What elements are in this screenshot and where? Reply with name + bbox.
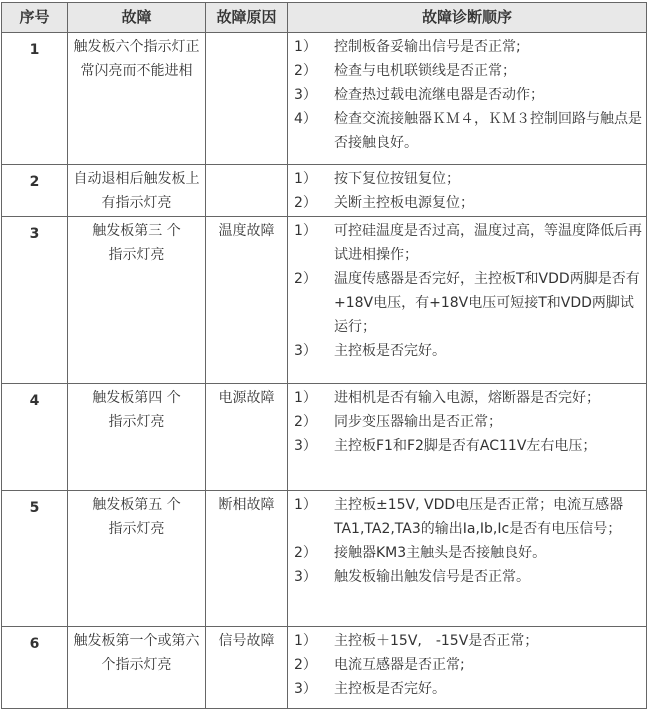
step-number: 3） — [294, 87, 317, 103]
row-fault: 触发板第一个或第六个指示灯亮 — [68, 627, 206, 709]
step-text: 接触器KM3主触头是否接触良好。 — [334, 545, 547, 561]
step-text: 可控硅温度是否过高，温度过高，等温度降低后再试进相操作； — [334, 223, 642, 263]
header-steps: 故障诊断顺序 — [288, 3, 647, 33]
row-steps — [288, 165, 647, 217]
step-item — [292, 629, 642, 653]
step-number: 1） — [294, 390, 317, 406]
step-text: 控制板备妥输出信号是否正常; — [334, 39, 521, 55]
row-fault: 触发板六个指示灯正常闪亮而不能进相 — [68, 33, 206, 165]
table-row — [2, 33, 647, 165]
step-item — [292, 565, 642, 589]
step-number: 3） — [294, 343, 317, 359]
step-text: 电流互感器是否正常; — [334, 657, 465, 673]
row-seq: 5 — [2, 491, 68, 627]
step-item — [292, 653, 642, 677]
step-number: 1） — [294, 497, 317, 513]
step-item — [292, 35, 642, 59]
row-seq: 2 — [2, 165, 68, 217]
step-text: 检查热过载电流继电器是否动作； — [334, 87, 544, 103]
header-cause: 故障原因 — [206, 3, 288, 33]
step-item — [292, 677, 642, 701]
step-number: 2） — [294, 657, 317, 673]
step-item — [292, 107, 642, 155]
row-cause: 温度故障 — [206, 217, 288, 384]
header-seq: 序号 — [2, 3, 68, 33]
step-item — [292, 339, 642, 363]
step-item — [292, 267, 642, 339]
table-header-row — [2, 3, 647, 33]
step-text: 触发板输出触发信号是否正常。 — [334, 569, 530, 585]
step-number: 3） — [294, 681, 317, 697]
table-row — [2, 384, 647, 491]
row-steps — [288, 491, 647, 627]
step-text: 按下复位按钮复位； — [334, 171, 460, 187]
table-row — [2, 217, 647, 384]
step-number: 1） — [294, 633, 317, 649]
step-text: 检查交流接触器ＫＭ４，ＫＭ３控制回路与触点是否接触良好。 — [334, 111, 642, 151]
step-item — [292, 59, 642, 83]
table-row — [2, 165, 647, 217]
step-text: 主控板＋15V, -15V是否正常； — [334, 633, 539, 649]
step-text: 主控板±15V, VDD电压是否正常；电流互感器TA1,TA2,TA3的输出Ia,Ib,Ic是否有电压信号； — [334, 497, 624, 537]
row-cause: 断相故障 — [206, 491, 288, 627]
step-number: 2） — [294, 414, 317, 430]
row-fault: 自动退相后触发板上有指示灯亮 — [68, 165, 206, 217]
step-item — [292, 386, 642, 410]
row-seq: 1 — [2, 33, 68, 165]
step-item — [292, 219, 642, 267]
step-item — [292, 434, 642, 458]
step-number: 2） — [294, 271, 317, 287]
row-cause: 信号故障 — [206, 627, 288, 709]
step-item — [292, 167, 642, 191]
step-number: 4） — [294, 111, 317, 127]
row-cause — [206, 33, 288, 165]
row-fault: 触发板第三 个 指示灯亮 — [68, 217, 206, 384]
row-steps — [288, 627, 647, 709]
step-text: 关断主控板电源复位； — [334, 195, 474, 211]
step-item — [292, 410, 642, 434]
step-number: 1） — [294, 223, 317, 239]
step-item — [292, 541, 642, 565]
step-text: 主控板F1和F2脚是否有AC11V左右电压； — [334, 438, 597, 454]
row-seq: 4 — [2, 384, 68, 491]
step-number: 3） — [294, 569, 317, 585]
fault-diagnosis-table — [1, 2, 647, 709]
step-item — [292, 191, 642, 215]
step-text: 同步变压器输出是否正常； — [334, 414, 502, 430]
row-seq: 6 — [2, 627, 68, 709]
row-cause: 电源故障 — [206, 384, 288, 491]
row-fault: 触发板第五 个 指示灯亮 — [68, 491, 206, 627]
row-steps — [288, 217, 647, 384]
row-fault: 触发板第四 个 指示灯亮 — [68, 384, 206, 491]
row-cause — [206, 165, 288, 217]
header-fault: 故障 — [68, 3, 206, 33]
row-steps — [288, 384, 647, 491]
step-number: 2） — [294, 195, 317, 211]
step-item — [292, 493, 642, 541]
step-text: 温度传感器是否完好，主控板T和VDD两脚是否有+18V电压，有+18V电压可短接T和VDD两脚试运行； — [334, 271, 640, 335]
step-item — [292, 83, 642, 107]
step-text: 进相机是否有输入电源，熔断器是否完好； — [334, 390, 600, 406]
step-number: 1） — [294, 39, 317, 55]
row-steps — [288, 33, 647, 165]
step-number: 3） — [294, 438, 317, 454]
step-text: 检查与电机联锁线是否正常； — [334, 63, 516, 79]
table-row — [2, 627, 647, 709]
step-number: 2） — [294, 545, 317, 561]
step-text: 主控板是否完好。 — [334, 681, 446, 697]
step-number: 2） — [294, 63, 317, 79]
step-number: 1） — [294, 171, 317, 187]
table-row — [2, 491, 647, 627]
row-seq: 3 — [2, 217, 68, 384]
step-text: 主控板是否完好。 — [334, 343, 446, 359]
